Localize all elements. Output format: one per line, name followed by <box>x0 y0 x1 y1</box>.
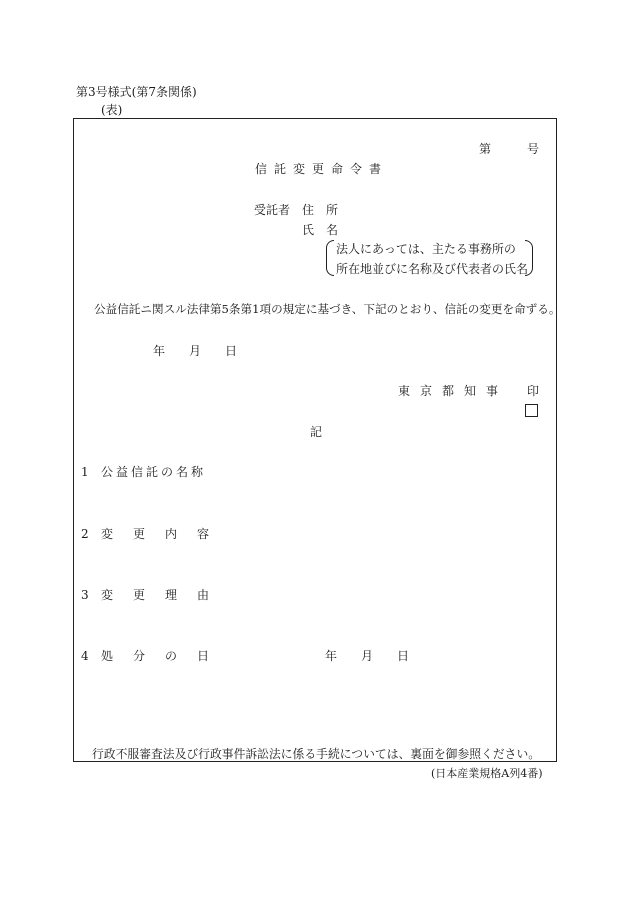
corporate-note-line2: 所在地並びに名称及び代表者の氏名 <box>336 262 529 276</box>
order-body-text: 公益信託ニ関スル法律第5条第1項の規定に基づき、下記のとおり、信託の変更を命ずる。 <box>94 302 561 316</box>
corporate-note-line1: 法人にあっては、主たる事務所の <box>336 242 516 256</box>
document-number-suffix: 号 <box>527 142 540 156</box>
issue-date-year: 年 <box>153 344 166 358</box>
seal-box <box>525 404 538 417</box>
right-bracket <box>525 240 533 276</box>
item-4-month: 月 <box>361 649 374 663</box>
seal-label: 印 <box>527 384 540 398</box>
issue-date-day: 日 <box>225 344 238 358</box>
item-4-number: 4 <box>81 649 89 663</box>
item-2-label: 変更内容 <box>101 527 230 541</box>
document-number-prefix: 第 <box>479 142 492 156</box>
appeal-procedure-note: 行政不服審査法及び行政事件訴訟法に係る手続については、裏面を御参照ください。 <box>92 747 541 761</box>
ki-heading: 記 <box>310 425 323 439</box>
issuer-name: 東京都知事 <box>398 384 509 398</box>
item-3-label: 変更理由 <box>101 588 230 602</box>
name-label: 氏 名 <box>302 223 339 237</box>
paper-size-note: (日本産業規格A列4番) <box>431 767 543 780</box>
address-label: 住 所 <box>302 203 339 217</box>
front-side-label: (表) <box>101 103 123 117</box>
item-4-day: 日 <box>397 649 410 663</box>
item-4-label: 処分の日 <box>101 649 230 663</box>
item-2-number: 2 <box>81 527 89 541</box>
issue-date-month: 月 <box>189 344 202 358</box>
item-4-year: 年 <box>325 649 338 663</box>
form-number: 第3号様式(第7条関係) <box>76 85 197 99</box>
item-3-number: 3 <box>81 588 89 602</box>
addressee-label: 受託者 <box>254 203 291 217</box>
item-1-label: 公益信託の名称 <box>101 465 207 479</box>
item-1-number: 1 <box>81 465 89 479</box>
left-bracket <box>326 240 334 276</box>
document-title: 信託変更命令書 <box>255 162 389 176</box>
